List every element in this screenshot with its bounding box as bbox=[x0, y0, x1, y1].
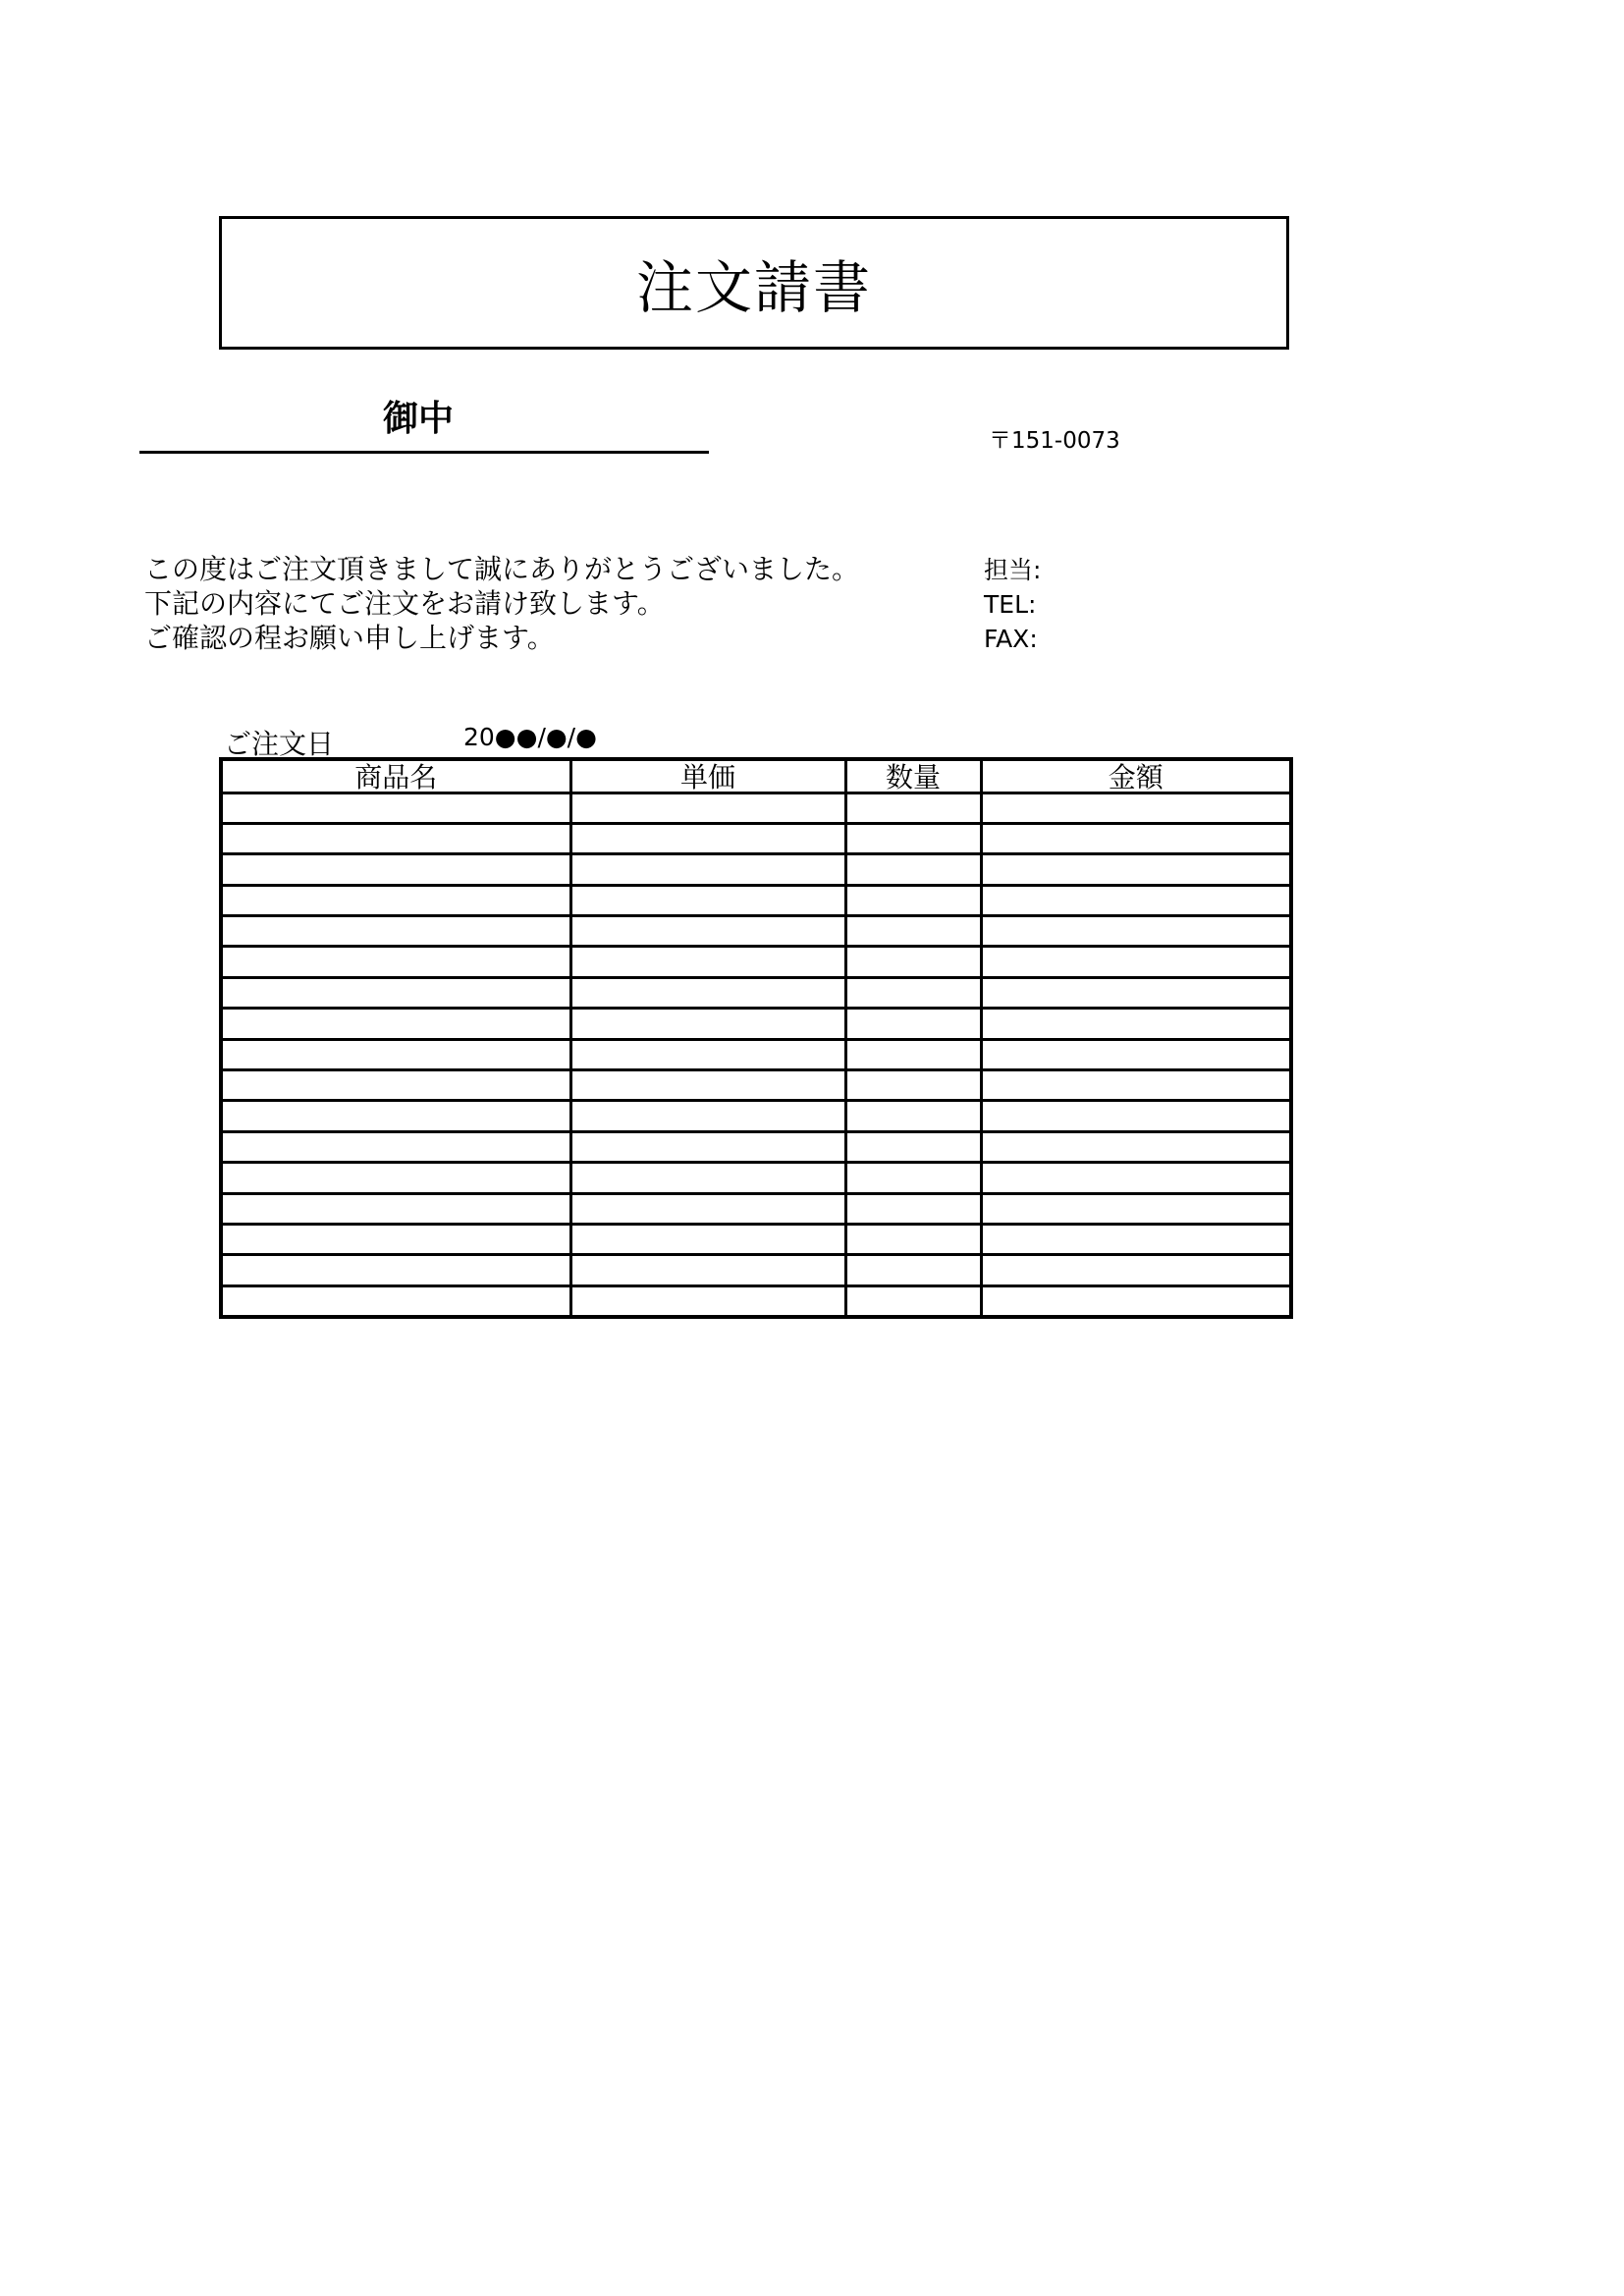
column-header-product-name: 商品名 bbox=[221, 759, 570, 793]
table-row bbox=[221, 1070, 1291, 1101]
tel-label: TEL: bbox=[984, 590, 1037, 619]
quantity-cell bbox=[845, 916, 981, 947]
quantity-cell bbox=[845, 947, 981, 977]
product-name-cell bbox=[221, 1285, 570, 1316]
table-row bbox=[221, 1193, 1291, 1224]
unit-price-cell bbox=[570, 1255, 845, 1285]
amount-cell bbox=[981, 1285, 1291, 1316]
order-items-table bbox=[219, 757, 1293, 1319]
unit-price-cell bbox=[570, 1163, 845, 1193]
quantity-cell bbox=[845, 1163, 981, 1193]
amount-cell bbox=[981, 885, 1291, 915]
title-box bbox=[219, 216, 1289, 350]
table-row bbox=[221, 1224, 1291, 1254]
product-name-cell bbox=[221, 854, 570, 885]
unit-price-cell bbox=[570, 977, 845, 1008]
amount-cell bbox=[981, 916, 1291, 947]
amount-cell bbox=[981, 793, 1291, 823]
column-header-amount: 金額 bbox=[981, 759, 1291, 793]
product-name-cell bbox=[221, 1255, 570, 1285]
table-row bbox=[221, 854, 1291, 885]
postal-code: 〒151-0073 bbox=[989, 428, 1120, 454]
table-row bbox=[221, 1163, 1291, 1193]
quantity-cell bbox=[845, 1009, 981, 1039]
quantity-cell bbox=[845, 1255, 981, 1285]
unit-price-cell bbox=[570, 1193, 845, 1224]
unit-price-cell bbox=[570, 1131, 845, 1162]
quantity-cell bbox=[845, 885, 981, 915]
product-name-cell bbox=[221, 1193, 570, 1224]
table-row bbox=[221, 1009, 1291, 1039]
product-name-cell bbox=[221, 947, 570, 977]
table-body bbox=[221, 793, 1291, 1317]
quantity-cell bbox=[845, 1193, 981, 1224]
product-name-cell bbox=[221, 823, 570, 853]
product-name-cell bbox=[221, 1131, 570, 1162]
unit-price-cell bbox=[570, 1224, 845, 1254]
amount-cell bbox=[981, 1009, 1291, 1039]
unit-price-cell bbox=[570, 823, 845, 853]
greeting-line: この度はご注文頂きまして誠にありがとうございました。 bbox=[144, 553, 860, 585]
recipient-name-underline bbox=[139, 451, 709, 454]
amount-cell bbox=[981, 1070, 1291, 1101]
unit-price-cell bbox=[570, 854, 845, 885]
unit-price-cell bbox=[570, 1070, 845, 1101]
table-row bbox=[221, 947, 1291, 977]
unit-price-cell bbox=[570, 1285, 845, 1316]
table-row bbox=[221, 885, 1291, 915]
amount-cell bbox=[981, 1101, 1291, 1131]
quantity-cell bbox=[845, 977, 981, 1008]
product-name-cell bbox=[221, 1224, 570, 1254]
unit-price-cell bbox=[570, 1009, 845, 1039]
table-row bbox=[221, 1101, 1291, 1131]
table-row bbox=[221, 916, 1291, 947]
product-name-cell bbox=[221, 1009, 570, 1039]
unit-price-cell bbox=[570, 1101, 845, 1131]
unit-price-cell bbox=[570, 793, 845, 823]
amount-cell bbox=[981, 1193, 1291, 1224]
quantity-cell bbox=[845, 1101, 981, 1131]
amount-cell bbox=[981, 947, 1291, 977]
quantity-cell bbox=[845, 1070, 981, 1101]
table-row bbox=[221, 977, 1291, 1008]
product-name-cell bbox=[221, 1039, 570, 1069]
document-title: 注文請書 bbox=[635, 254, 872, 321]
column-header-quantity: 数量 bbox=[845, 759, 981, 793]
quantity-cell bbox=[845, 1285, 981, 1316]
quantity-cell bbox=[845, 1131, 981, 1162]
product-name-cell bbox=[221, 1070, 570, 1101]
greeting-line: 下記の内容にてご注文をお請け致します。 bbox=[144, 587, 665, 620]
amount-cell bbox=[981, 823, 1291, 853]
order-date-label: ご注文日 bbox=[224, 728, 335, 760]
quantity-cell bbox=[845, 823, 981, 853]
product-name-cell bbox=[221, 1163, 570, 1193]
product-name-cell bbox=[221, 885, 570, 915]
amount-cell bbox=[981, 1255, 1291, 1285]
unit-price-cell bbox=[570, 947, 845, 977]
quantity-cell bbox=[845, 1224, 981, 1254]
amount-cell bbox=[981, 1131, 1291, 1162]
greeting-message bbox=[144, 552, 859, 655]
person-in-charge-label: 担当: bbox=[984, 556, 1042, 584]
unit-price-cell bbox=[570, 885, 845, 915]
order-date-value: 20●●/●/● bbox=[463, 723, 597, 751]
amount-cell bbox=[981, 1224, 1291, 1254]
table-header-row bbox=[221, 759, 1291, 793]
table-row bbox=[221, 1039, 1291, 1069]
greeting-line: ご確認の程お願い申し上げます。 bbox=[144, 622, 555, 654]
table-row bbox=[221, 823, 1291, 853]
amount-cell bbox=[981, 854, 1291, 885]
column-header-unit-price: 単価 bbox=[570, 759, 845, 793]
amount-cell bbox=[981, 977, 1291, 1008]
product-name-cell bbox=[221, 793, 570, 823]
amount-cell bbox=[981, 1163, 1291, 1193]
table-row bbox=[221, 1131, 1291, 1162]
quantity-cell bbox=[845, 793, 981, 823]
fax-label: FAX: bbox=[984, 625, 1038, 653]
recipient-honorific: 御中 bbox=[383, 399, 455, 439]
contact-block bbox=[984, 553, 1041, 656]
quantity-cell bbox=[845, 1039, 981, 1069]
product-name-cell bbox=[221, 977, 570, 1008]
unit-price-cell bbox=[570, 916, 845, 947]
unit-price-cell bbox=[570, 1039, 845, 1069]
product-name-cell bbox=[221, 916, 570, 947]
table-row bbox=[221, 1255, 1291, 1285]
product-name-cell bbox=[221, 1101, 570, 1131]
amount-cell bbox=[981, 1039, 1291, 1069]
table-row bbox=[221, 1285, 1291, 1316]
quantity-cell bbox=[845, 854, 981, 885]
table-row bbox=[221, 793, 1291, 823]
